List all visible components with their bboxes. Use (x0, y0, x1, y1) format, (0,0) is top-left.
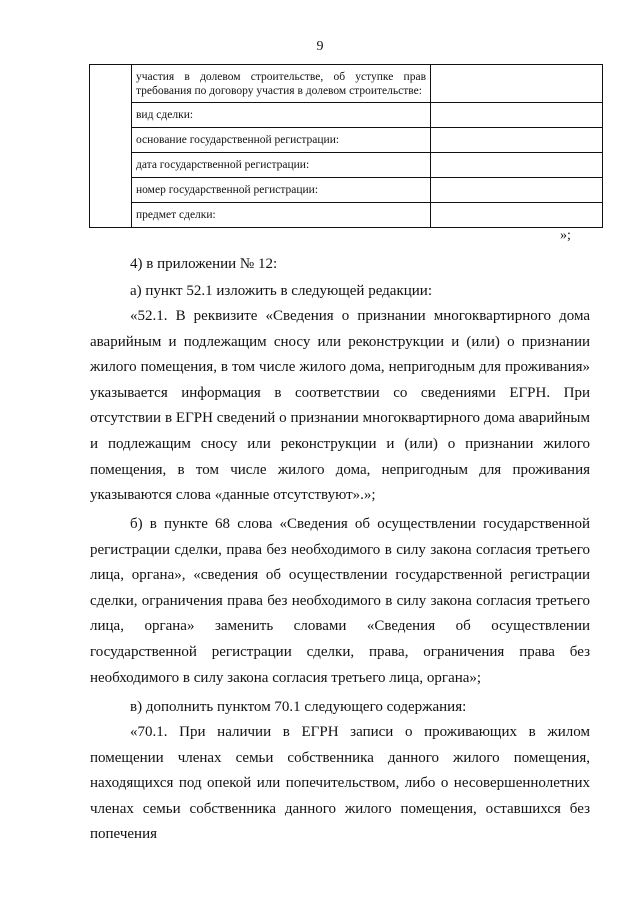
page-number: 9 (316, 39, 324, 54)
closing-quote: »; (560, 228, 571, 243)
table-cell-value (431, 65, 603, 103)
table-row (90, 65, 603, 103)
table-row (90, 178, 603, 203)
table-cell-line: требования по договору участия в долевом строительстве: (136, 84, 422, 97)
table-cell-value (431, 153, 603, 178)
table-cell-value (431, 203, 603, 228)
paragraph: «52.1. В реквизите «Сведения о признании многоквартирного дома аварийным и подлежащим сносу или реконструкции и (или) о признании жилого помещения, в том числе жилого дома, непригодным для проживания» указывается информация в соответствии со сведениями ЕГРН. При отсутствии в ЕГРН сведений о признании многоквартирного дома аварийным и подлежащим сносу или реконструкции и (или) о признании жилого помещения, в том числе жилого дома, непригодным для проживания указываются слова «данные отсутствуют».»; (90, 308, 590, 504)
table-cell-label: предмет сделки: (132, 203, 431, 228)
paragraph: в) дополнить пунктом 70.1 следующего содержания: (130, 699, 467, 715)
table-row (90, 103, 603, 128)
table-cell-line: участия в долевом строительстве, об уступке прав (136, 70, 426, 83)
table-cell-value (431, 128, 603, 153)
paragraph: а) пункт 52.1 изложить в следующей редакции: (130, 283, 432, 299)
table-cell-label: вид сделки: (132, 103, 431, 128)
paragraph: «70.1. При наличии в ЕГРН записи о проживающих в жилом помещении членах семьи собственника данного жилого помещения, находящихся под опекой или попечительством, либо о несовершеннолетних членах семьи собственника данного жилого помещения, оставшихся без попечения (90, 724, 590, 843)
table-row (90, 153, 603, 178)
table-row (90, 203, 603, 228)
table-cell-empty (90, 65, 132, 228)
table-cell-label: номер государственной регистрации: (132, 178, 431, 203)
table-cell-label: дата государственной регистрации: (132, 153, 431, 178)
paragraph: 4) в приложении № 12: (130, 256, 278, 272)
table-cell-value (431, 103, 603, 128)
table-cell-label (132, 65, 431, 103)
table-cell-value (431, 178, 603, 203)
table-row (90, 128, 603, 153)
form-table (89, 64, 603, 228)
paragraph: б) в пункте 68 слова «Сведения об осуществлении государственной регистрации сделки, права без необходимого в силу закона согласия третьего лица, органа», «сведения об осуществлении государственной регистрации сделки, ограничения права без необходимого в силу закона согласия третьего лица, органа» заменить словами «Сведения об осуществлении государственной регистрации сделки, права, ограничения права без необходимого в силу закона согласия третьего лица, органа»; (90, 516, 590, 686)
table-cell-label: основание государственной регистрации: (132, 128, 431, 153)
